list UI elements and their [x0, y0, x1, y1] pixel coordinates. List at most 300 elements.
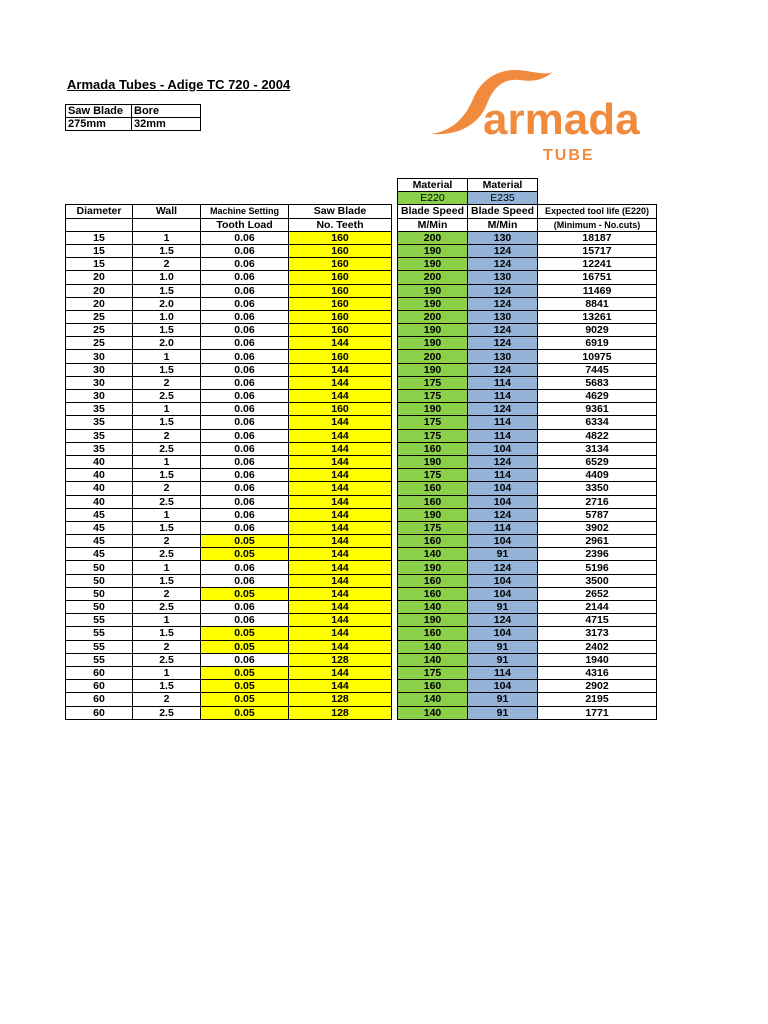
tooth-load-cell: 0.06	[201, 508, 289, 521]
tooth-load-cell: 0.05	[201, 535, 289, 548]
tool-life-cell: 4409	[538, 469, 657, 482]
wall-cell: 1	[133, 350, 201, 363]
no-teeth-cell: 144	[289, 455, 392, 468]
tooth-load-cell: 0.05	[201, 627, 289, 640]
tooth-load-cell: 0.05	[201, 666, 289, 679]
no-teeth-cell: 144	[289, 680, 392, 693]
tooth-load-cell: 0.06	[201, 258, 289, 271]
speed-e220-cell: 175	[398, 416, 468, 429]
diameter-cell: 40	[66, 495, 133, 508]
diameter-cell: 60	[66, 680, 133, 693]
tool-life-cell: 3500	[538, 574, 657, 587]
wall-cell: 1	[133, 231, 201, 244]
diameter-cell: 60	[66, 706, 133, 719]
table-row	[66, 271, 657, 284]
table-row	[66, 258, 657, 271]
no-teeth-cell: 144	[289, 495, 392, 508]
speed-e220-cell: 190	[398, 324, 468, 337]
tool-life-cell: 1940	[538, 653, 657, 666]
speed-e235-cell: 124	[468, 455, 538, 468]
no-teeth-cell: 144	[289, 548, 392, 561]
table-row	[66, 601, 657, 614]
table-row	[66, 574, 657, 587]
tooth-load-cell: 0.06	[201, 363, 289, 376]
speed-e220-cell: 190	[398, 614, 468, 627]
diameter-cell: 30	[66, 350, 133, 363]
wall-cell: 1.5	[133, 521, 201, 534]
wall-cell: 1	[133, 614, 201, 627]
speed-e235-cell: 91	[468, 693, 538, 706]
wall-cell: 1.5	[133, 627, 201, 640]
no-teeth-cell: 144	[289, 442, 392, 455]
no-teeth-cell: 144	[289, 376, 392, 389]
speed-e220-cell: 160	[398, 442, 468, 455]
speed-e220-cell: 190	[398, 284, 468, 297]
tool-life-cell: 2195	[538, 693, 657, 706]
tooth-load-cell: 0.06	[201, 350, 289, 363]
tooth-load-cell: 0.06	[201, 416, 289, 429]
saw-blade-header: Saw Blade	[289, 205, 392, 218]
table-row	[66, 455, 657, 468]
tooth-load-cell: 0.06	[201, 574, 289, 587]
tool-life-cell: 13261	[538, 310, 657, 323]
tooth-load-cell: 0.06	[201, 390, 289, 403]
no-teeth-cell: 128	[289, 706, 392, 719]
tooth-load-cell: 0.05	[201, 693, 289, 706]
tooth-load-cell: 0.05	[201, 640, 289, 653]
speed-e220-cell: 140	[398, 601, 468, 614]
table-row	[66, 640, 657, 653]
speed-e235-cell: 114	[468, 416, 538, 429]
tooth-load-header: Tooth Load	[201, 218, 289, 231]
no-teeth-cell: 144	[289, 587, 392, 600]
speed-e235-cell: 104	[468, 680, 538, 693]
table-row	[66, 521, 657, 534]
no-teeth-cell: 160	[289, 258, 392, 271]
speed-e220-cell: 160	[398, 535, 468, 548]
no-teeth-cell: 144	[289, 390, 392, 403]
wall-cell: 2	[133, 258, 201, 271]
table-row	[66, 442, 657, 455]
diameter-cell: 25	[66, 324, 133, 337]
table-row	[66, 587, 657, 600]
armada-swoosh-icon	[425, 64, 660, 164]
speed-e235-cell: 130	[468, 231, 538, 244]
tool-life-header: Expected tool life (E220)	[538, 205, 657, 218]
table-row	[66, 535, 657, 548]
diameter-cell: 45	[66, 521, 133, 534]
speed-e235-cell: 104	[468, 482, 538, 495]
no-teeth-cell: 144	[289, 535, 392, 548]
speed-e235-cell: 124	[468, 337, 538, 350]
tool-life-cell: 12241	[538, 258, 657, 271]
table-row	[66, 482, 657, 495]
speed-e235-cell: 124	[468, 297, 538, 310]
diameter-cell: 45	[66, 548, 133, 561]
no-teeth-cell: 160	[289, 297, 392, 310]
table-row	[66, 653, 657, 666]
table-row	[66, 508, 657, 521]
diameter-cell: 20	[66, 284, 133, 297]
tool-life-cell: 9361	[538, 403, 657, 416]
no-teeth-cell: 128	[289, 693, 392, 706]
diameter-cell: 25	[66, 337, 133, 350]
material-e235: E235	[468, 192, 538, 205]
tooth-load-cell: 0.06	[201, 324, 289, 337]
no-teeth-cell: 160	[289, 324, 392, 337]
wall-cell: 2	[133, 376, 201, 389]
diameter-cell: 35	[66, 429, 133, 442]
speed-e220-cell: 200	[398, 350, 468, 363]
speed-e220-cell: 175	[398, 429, 468, 442]
table-row	[66, 706, 657, 719]
tooth-load-cell: 0.05	[201, 706, 289, 719]
tooth-load-cell: 0.06	[201, 310, 289, 323]
speed-e220-cell: 200	[398, 271, 468, 284]
speed-e220-cell: 140	[398, 548, 468, 561]
speed-e235-cell: 104	[468, 627, 538, 640]
speed-e220-cell: 160	[398, 627, 468, 640]
speed-e235-cell: 104	[468, 574, 538, 587]
speed-e235-cell: 104	[468, 442, 538, 455]
table-row	[66, 310, 657, 323]
speed-e235-cell: 91	[468, 706, 538, 719]
tool-life-cell: 3134	[538, 442, 657, 455]
wall-cell: 1	[133, 561, 201, 574]
tooth-load-cell: 0.06	[201, 469, 289, 482]
no-teeth-cell: 160	[289, 231, 392, 244]
tooth-load-cell: 0.06	[201, 271, 289, 284]
no-teeth-header: No. Teeth	[289, 218, 392, 231]
diameter-cell: 40	[66, 482, 133, 495]
speed-e220-cell: 190	[398, 244, 468, 257]
speed-e235-cell: 91	[468, 653, 538, 666]
blade-speed-e235-header: Blade Speed	[468, 205, 538, 218]
diameter-cell: 55	[66, 627, 133, 640]
material-label-e220: Material	[398, 179, 468, 192]
diameter-cell: 45	[66, 535, 133, 548]
tooth-load-cell: 0.06	[201, 297, 289, 310]
tool-life-cell: 2396	[538, 548, 657, 561]
no-teeth-cell: 144	[289, 627, 392, 640]
diameter-cell: 35	[66, 403, 133, 416]
speed-e235-cell: 91	[468, 548, 538, 561]
speed-e220-cell: 190	[398, 455, 468, 468]
no-teeth-cell: 160	[289, 350, 392, 363]
table-row	[66, 666, 657, 679]
wall-cell: 1.5	[133, 469, 201, 482]
document-title: Armada Tubes - Adige TC 720 - 2004	[67, 77, 291, 92]
table-row	[66, 469, 657, 482]
table-row	[66, 350, 657, 363]
speed-e235-cell: 114	[468, 469, 538, 482]
diameter-cell: 55	[66, 614, 133, 627]
diameter-cell: 55	[66, 640, 133, 653]
speed-e220-cell: 140	[398, 693, 468, 706]
wall-cell: 2.5	[133, 390, 201, 403]
tool-life-cell: 10975	[538, 350, 657, 363]
tool-life-cell: 7445	[538, 363, 657, 376]
speed-e235-cell: 104	[468, 535, 538, 548]
tooth-load-cell: 0.06	[201, 521, 289, 534]
speed-e235-cell: 104	[468, 587, 538, 600]
speed-e220-cell: 190	[398, 561, 468, 574]
speed-e235-cell: 114	[468, 429, 538, 442]
speed-e220-cell: 160	[398, 495, 468, 508]
tool-life-cell: 6919	[538, 337, 657, 350]
material-e220: E220	[398, 192, 468, 205]
tooth-load-cell: 0.06	[201, 455, 289, 468]
speed-e220-cell: 160	[398, 574, 468, 587]
table-row	[66, 337, 657, 350]
wall-cell: 2.5	[133, 653, 201, 666]
table-row	[66, 297, 657, 310]
wall-cell: 1.5	[133, 244, 201, 257]
tool-life-cell: 1771	[538, 706, 657, 719]
diameter-cell: 30	[66, 363, 133, 376]
no-teeth-cell: 144	[289, 561, 392, 574]
tool-life-cell: 3902	[538, 521, 657, 534]
tool-life-cell: 2652	[538, 587, 657, 600]
no-teeth-cell: 128	[289, 653, 392, 666]
table-row	[66, 614, 657, 627]
tooth-load-cell: 0.06	[201, 442, 289, 455]
speed-e235-cell: 114	[468, 390, 538, 403]
no-teeth-cell: 144	[289, 640, 392, 653]
speed-e235-cell: 114	[468, 666, 538, 679]
speed-e220-cell: 140	[398, 706, 468, 719]
table-row	[66, 693, 657, 706]
speed-e220-cell: 190	[398, 258, 468, 271]
diameter-cell: 50	[66, 587, 133, 600]
wall-cell: 1	[133, 403, 201, 416]
tool-life-cell: 6334	[538, 416, 657, 429]
speed-e235-cell: 124	[468, 614, 538, 627]
table-row	[66, 429, 657, 442]
table-row	[66, 363, 657, 376]
table-row	[66, 390, 657, 403]
speed-e235-cell: 130	[468, 350, 538, 363]
tool-life-cell: 2402	[538, 640, 657, 653]
no-teeth-cell: 144	[289, 508, 392, 521]
wall-cell: 2	[133, 429, 201, 442]
tooth-load-cell: 0.06	[201, 653, 289, 666]
saw-blade-value: 275mm	[66, 118, 132, 131]
wall-cell: 2	[133, 693, 201, 706]
wall-cell: 2	[133, 482, 201, 495]
tool-life-sub-header: (Minimum - No.cuts)	[538, 218, 657, 231]
speed-e220-cell: 190	[398, 403, 468, 416]
speed-e220-cell: 175	[398, 469, 468, 482]
tooth-load-cell: 0.06	[201, 429, 289, 442]
table-row	[66, 324, 657, 337]
tooth-load-cell: 0.06	[201, 614, 289, 627]
speed-e235-cell: 130	[468, 271, 538, 284]
diameter-cell: 15	[66, 244, 133, 257]
tool-life-cell: 2961	[538, 535, 657, 548]
tool-life-cell: 4822	[538, 429, 657, 442]
tool-life-cell: 4629	[538, 390, 657, 403]
wall-cell: 2	[133, 640, 201, 653]
table-row	[66, 403, 657, 416]
speed-e235-cell: 124	[468, 561, 538, 574]
diameter-cell: 40	[66, 455, 133, 468]
no-teeth-cell: 144	[289, 614, 392, 627]
speed-e235-cell: 124	[468, 363, 538, 376]
speed-e235-cell: 124	[468, 324, 538, 337]
armada-tube-logo	[425, 64, 660, 164]
table-row	[66, 561, 657, 574]
no-teeth-cell: 160	[289, 310, 392, 323]
wall-cell: 2	[133, 535, 201, 548]
no-teeth-cell: 160	[289, 403, 392, 416]
wall-cell: 1.5	[133, 574, 201, 587]
tooth-load-cell: 0.05	[201, 587, 289, 600]
speed-e220-cell: 175	[398, 390, 468, 403]
diameter-cell: 30	[66, 390, 133, 403]
mmin-e220-header: M/Min	[398, 218, 468, 231]
speed-e220-cell: 160	[398, 482, 468, 495]
no-teeth-cell: 160	[289, 244, 392, 257]
no-teeth-cell: 144	[289, 574, 392, 587]
table-row	[66, 284, 657, 297]
diameter-cell: 25	[66, 310, 133, 323]
no-teeth-cell: 160	[289, 271, 392, 284]
mmin-e235-header: M/Min	[468, 218, 538, 231]
saw-blade-info-table	[65, 104, 201, 131]
speed-e235-cell: 91	[468, 601, 538, 614]
tool-life-cell: 5196	[538, 561, 657, 574]
no-teeth-cell: 144	[289, 337, 392, 350]
table-row	[66, 495, 657, 508]
diameter-cell: 35	[66, 416, 133, 429]
tooth-load-cell: 0.06	[201, 337, 289, 350]
wall-cell: 2.5	[133, 548, 201, 561]
logo-word: armada	[483, 95, 640, 144]
speed-e235-cell: 124	[468, 258, 538, 271]
table-row	[66, 244, 657, 257]
logo-sub: TUBE	[543, 147, 595, 164]
tooth-load-cell: 0.06	[201, 561, 289, 574]
wall-cell: 1.0	[133, 271, 201, 284]
tooth-load-cell: 0.06	[201, 601, 289, 614]
speed-e220-cell: 160	[398, 680, 468, 693]
speed-e220-cell: 190	[398, 508, 468, 521]
wall-cell: 1.0	[133, 310, 201, 323]
tooth-load-cell: 0.06	[201, 244, 289, 257]
speed-e235-cell: 124	[468, 508, 538, 521]
tool-life-cell: 2902	[538, 680, 657, 693]
speed-e235-cell: 124	[468, 403, 538, 416]
wall-cell: 1	[133, 508, 201, 521]
tooth-load-cell: 0.06	[201, 376, 289, 389]
tool-life-cell: 18187	[538, 231, 657, 244]
tool-life-cell: 16751	[538, 271, 657, 284]
tooth-load-cell: 0.06	[201, 482, 289, 495]
material-label-e235: Material	[468, 179, 538, 192]
wall-cell: 1	[133, 666, 201, 679]
speed-e220-cell: 160	[398, 587, 468, 600]
tooth-load-cell: 0.06	[201, 403, 289, 416]
tool-life-cell: 2144	[538, 601, 657, 614]
no-teeth-cell: 144	[289, 363, 392, 376]
diameter-cell: 60	[66, 693, 133, 706]
speed-e235-cell: 124	[468, 284, 538, 297]
diameter-cell: 35	[66, 442, 133, 455]
saw-blade-header: Saw Blade	[66, 105, 132, 118]
table-row	[66, 548, 657, 561]
speed-e235-cell: 124	[468, 244, 538, 257]
machine-setting-header: Machine Setting	[201, 205, 289, 218]
wall-cell: 1.5	[133, 324, 201, 337]
bore-value: 32mm	[132, 118, 201, 131]
wall-cell: 2.5	[133, 495, 201, 508]
tool-life-cell: 4715	[538, 614, 657, 627]
table-row	[66, 231, 657, 244]
speed-e220-cell: 175	[398, 376, 468, 389]
speed-e220-cell: 175	[398, 666, 468, 679]
diameter-cell: 15	[66, 231, 133, 244]
wall-cell: 2.0	[133, 297, 201, 310]
tooth-load-cell: 0.05	[201, 548, 289, 561]
speed-e220-cell: 140	[398, 640, 468, 653]
tool-life-cell: 3350	[538, 482, 657, 495]
no-teeth-cell: 144	[289, 482, 392, 495]
tool-life-cell: 6529	[538, 455, 657, 468]
tool-life-cell: 3173	[538, 627, 657, 640]
no-teeth-cell: 144	[289, 416, 392, 429]
tooth-load-cell: 0.06	[201, 284, 289, 297]
wall-cell: 2.5	[133, 601, 201, 614]
diameter-header: Diameter	[66, 205, 133, 218]
no-teeth-cell: 144	[289, 601, 392, 614]
speed-e220-cell: 175	[398, 521, 468, 534]
no-teeth-cell: 144	[289, 521, 392, 534]
speed-e220-cell: 140	[398, 653, 468, 666]
diameter-cell: 40	[66, 469, 133, 482]
speed-e220-cell: 190	[398, 363, 468, 376]
wall-cell: 2.5	[133, 706, 201, 719]
tool-life-cell: 9029	[538, 324, 657, 337]
no-teeth-cell: 144	[289, 666, 392, 679]
speed-e235-cell: 114	[468, 376, 538, 389]
tooth-load-cell: 0.06	[201, 231, 289, 244]
speed-e235-cell: 130	[468, 310, 538, 323]
no-teeth-cell: 160	[289, 284, 392, 297]
speed-e235-cell: 114	[468, 521, 538, 534]
wall-cell: 1.5	[133, 363, 201, 376]
diameter-cell: 55	[66, 653, 133, 666]
wall-cell: 1	[133, 455, 201, 468]
diameter-cell: 15	[66, 258, 133, 271]
tool-life-cell: 8841	[538, 297, 657, 310]
table-row	[66, 680, 657, 693]
wall-cell: 1.5	[133, 680, 201, 693]
speed-e220-cell: 200	[398, 310, 468, 323]
wall-cell: 1.5	[133, 284, 201, 297]
speed-e220-cell: 190	[398, 337, 468, 350]
speed-e220-cell: 200	[398, 231, 468, 244]
speed-e235-cell: 91	[468, 640, 538, 653]
tool-life-cell: 4316	[538, 666, 657, 679]
diameter-cell: 50	[66, 601, 133, 614]
table-row	[66, 416, 657, 429]
blade-speed-e220-header: Blade Speed	[398, 205, 468, 218]
diameter-cell: 50	[66, 561, 133, 574]
tool-life-cell: 15717	[538, 244, 657, 257]
diameter-cell: 20	[66, 271, 133, 284]
table-row	[66, 376, 657, 389]
